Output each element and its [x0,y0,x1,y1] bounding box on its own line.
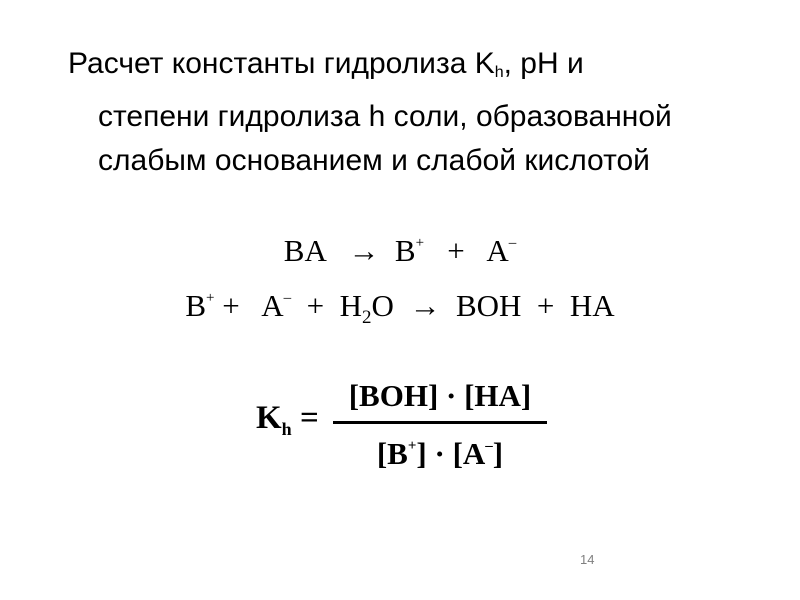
equals-sign: = [299,400,319,436]
water-oxygen: O [371,288,394,323]
reaction-arrow: → [348,233,380,268]
reaction-arrow: → [409,288,441,323]
cation-charge: + [415,235,425,251]
title-text: Расчет константы гидролиза K [68,47,495,80]
denominator-text: ] [492,436,504,471]
fraction-bar [333,421,547,424]
cation-charge: + [206,290,215,306]
title-subscript: h [494,64,504,81]
water-hydrogen: H [339,288,363,323]
plus-sign: + [536,288,555,323]
cation: B [185,288,207,323]
plus-sign: + [222,288,240,323]
product-acid: HA [569,288,615,323]
title-text: , pH и [503,47,584,80]
anion-charge: – [283,290,292,306]
fraction-denominator [333,436,547,472]
slide-title [68,42,768,183]
cation-charge: + [407,438,417,454]
constant-subscript: h [281,419,292,439]
plus-sign: + [447,233,465,268]
denominator-text: ] · [A [416,436,486,471]
title-line-1 [68,42,768,95]
cation: B [394,233,416,268]
anion: A [486,233,509,268]
title-line-3: слабым основанием и слабой кислотой [98,144,650,177]
anion-charge: – [485,438,493,454]
plus-sign: + [306,288,325,323]
page-number: 14 [580,552,595,567]
water-subscript: 2 [362,307,372,328]
constant-letter: K [256,400,282,436]
reactant-salt: BA [283,233,326,268]
hydrolysis-equation [0,288,800,328]
fraction-numerator: [BOH] · [HA] [348,378,532,413]
anion: A [261,288,284,323]
hydrolysis-constant-symbol [256,400,319,437]
denominator-text: [B [376,436,408,471]
product-base: BOH [455,288,522,323]
anion-charge: – [508,235,517,251]
dissociation-equation [0,233,800,269]
title-line-2: степени гидролиза h соли, образованной [98,100,672,133]
